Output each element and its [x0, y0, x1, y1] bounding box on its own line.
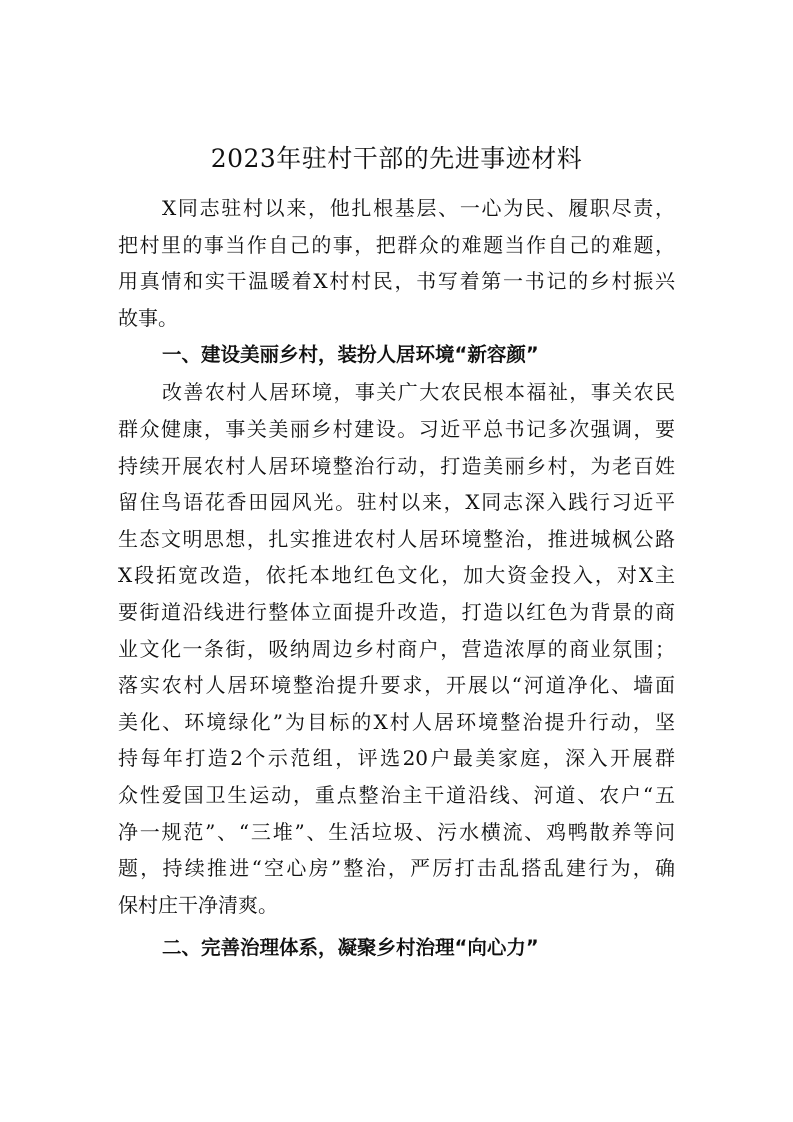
section-heading-2: 二、完善治理体系，凝聚乡村治理“向心力”	[162, 936, 539, 960]
section1-line: 题，持续推进“空心房”整治，严厉打击乱搭乱建行为，确	[118, 856, 675, 881]
intro-line: 用真情和实干温暖着X村村民，书写着第一书记的乡村振兴	[118, 269, 675, 294]
section1-line: 净一规范”、“三堆”、生活垃圾、污水横流、鸡鸭散养等问	[118, 819, 675, 844]
section1-line: X段拓宽改造，依托本地红色文化，加大资金投入，对X主	[118, 563, 675, 588]
section1-line: 美化、环境绿化”为目标的X村人居环境整治提升行动，坚	[118, 709, 675, 734]
section1-line: 众性爱国卫生运动，重点整治主干道沿线、河道、农户“五	[118, 782, 675, 807]
section1-line: 业文化一条街，吸纳周边乡村商户，营造浓厚的商业氛围；	[118, 636, 675, 661]
section1-line: 改善农村人居环境，事关广大农民根本福祉，事关农民	[162, 380, 675, 405]
section1-line: 要街道沿线进行整体立面提升改造，打造以红色为背景的商	[118, 599, 675, 624]
intro-line: 把村里的事当作自己的事，把群众的难题当作自己的难题，	[118, 232, 675, 257]
section1-line: 持每年打造2个示范组，评选20户最美家庭，深入开展群	[118, 746, 675, 771]
intro-line: 故事。	[118, 305, 178, 330]
section1-line: 持续开展农村人居环境整治行动，打造美丽乡村，为老百姓	[118, 453, 675, 478]
document-body	[118, 190, 675, 967]
section1-line: 群众健康，事关美丽乡村建设。习近平总书记多次强调，要	[118, 416, 675, 441]
section1-line: 保村庄干净清爽。	[118, 892, 278, 917]
section1-line: 落实农村人居环境整治提升要求，开展以“河道净化、墙面	[118, 673, 675, 698]
section1-line: 生态文明思想，扎实推进农村人居环境整治，推进城枫公路	[118, 526, 675, 551]
section-heading-1: 一、建设美丽乡村，装扮人居环境“新容颜”	[162, 343, 539, 367]
section1-line: 留住鸟语花香田园风光。驻村以来，X同志深入践行习近平	[118, 490, 675, 515]
intro-line: X同志驻村以来，他扎根基层、一心为民、履职尽责，	[162, 196, 675, 220]
document-title: 2023年驻村干部的先进事迹材料	[210, 144, 583, 173]
